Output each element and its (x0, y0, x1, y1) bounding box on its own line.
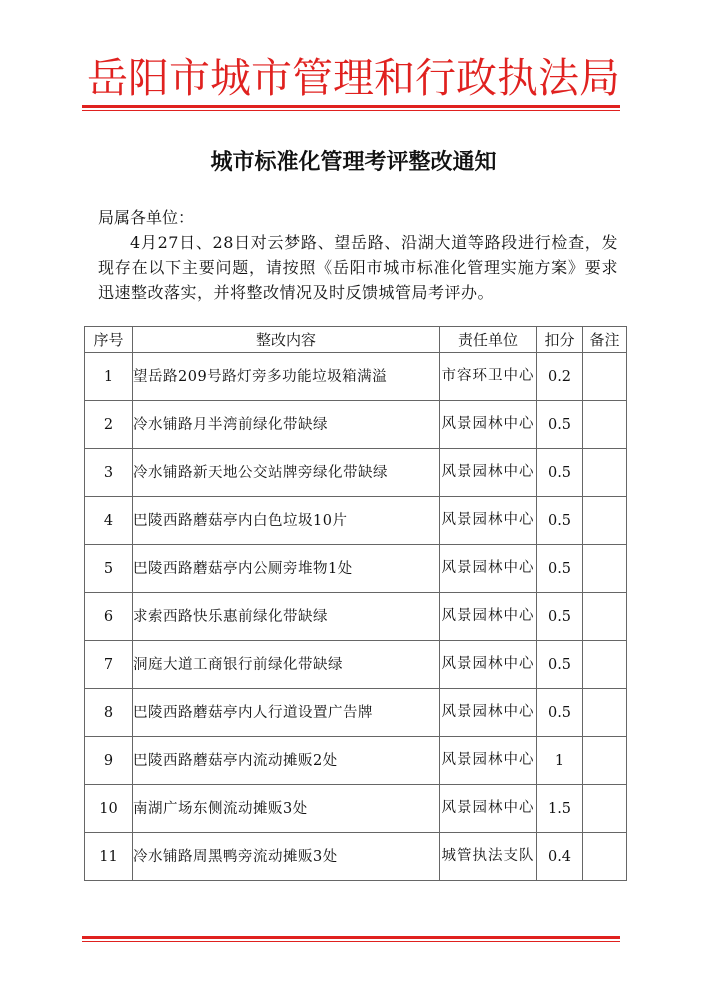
cell-unit: 风景园林中心 (440, 641, 537, 689)
cell-content: 求索西路快乐惠前绿化带缺绿 (133, 593, 440, 641)
cell-unit: 风景园林中心 (440, 545, 537, 593)
cell-unit: 城管执法支队 (440, 833, 537, 881)
cell-remark (583, 785, 627, 833)
table-row (85, 689, 627, 737)
notice-body: 4月27日、28日对云梦路、望岳路、沿湖大道等路段进行检查，发现存在以下主要问题，请按照《岳阳市城市标准化管理实施方案》要求迅速整改落实，并将整改情况及时反馈城管局考评办。 (98, 233, 618, 302)
cell-no: 3 (85, 449, 133, 497)
table-row (85, 545, 627, 593)
col-header-no: 序号 (85, 327, 133, 353)
cell-unit: 风景园林中心 (440, 401, 537, 449)
cell-content: 南湖广场东侧流动摊贩3处 (133, 785, 440, 833)
cell-deduct: 0.5 (537, 641, 583, 689)
cell-deduct: 0.5 (537, 545, 583, 593)
cell-no: 4 (85, 497, 133, 545)
table-row (85, 449, 627, 497)
cell-remark (583, 737, 627, 785)
cell-remark (583, 593, 627, 641)
cell-no: 1 (85, 353, 133, 401)
table-header-row (85, 327, 627, 353)
table-row (85, 833, 627, 881)
cell-no: 9 (85, 737, 133, 785)
cell-deduct: 0.4 (537, 833, 583, 881)
cell-remark (583, 401, 627, 449)
cell-content: 望岳路209号路灯旁多功能垃圾箱满溢 (133, 353, 440, 401)
col-header-remark: 备注 (583, 327, 627, 353)
col-header-content: 整改内容 (133, 327, 440, 353)
cell-deduct: 0.2 (537, 353, 583, 401)
letterhead-rule-thin (82, 110, 620, 111)
cell-no: 2 (85, 401, 133, 449)
table-row (85, 737, 627, 785)
cell-unit: 风景园林中心 (440, 785, 537, 833)
table-row (85, 353, 627, 401)
cell-deduct: 0.5 (537, 689, 583, 737)
org-letterhead-title: 岳阳市城市管理和行政执法局 (87, 54, 620, 102)
cell-no: 5 (85, 545, 133, 593)
table-row (85, 785, 627, 833)
cell-content: 巴陵西路蘑菇亭内流动摊贩2处 (133, 737, 440, 785)
cell-deduct: 1 (537, 737, 583, 785)
col-header-unit: 责任单位 (440, 327, 537, 353)
table-row (85, 497, 627, 545)
cell-deduct: 0.5 (537, 593, 583, 641)
cell-content: 洞庭大道工商银行前绿化带缺绿 (133, 641, 440, 689)
salutation: 局属各单位： (98, 208, 195, 227)
cell-no: 11 (85, 833, 133, 881)
cell-unit: 风景园林中心 (440, 497, 537, 545)
cell-remark (583, 497, 627, 545)
rectification-table (84, 326, 627, 881)
cell-deduct: 0.5 (537, 497, 583, 545)
footer-rule-thin (82, 941, 620, 942)
cell-no: 8 (85, 689, 133, 737)
notice-title: 城市标准化管理考评整改通知 (210, 150, 497, 175)
cell-content: 冷水铺路新天地公交站牌旁绿化带缺绿 (133, 449, 440, 497)
cell-remark (583, 689, 627, 737)
col-header-deduct: 扣分 (537, 327, 583, 353)
cell-deduct: 0.5 (537, 449, 583, 497)
cell-unit: 风景园林中心 (440, 593, 537, 641)
cell-content: 巴陵西路蘑菇亭内人行道设置广告牌 (133, 689, 440, 737)
letterhead-rule-thick (82, 105, 620, 108)
cell-content: 冷水铺路月半湾前绿化带缺绿 (133, 401, 440, 449)
cell-content: 巴陵西路蘑菇亭内白色垃圾10片 (133, 497, 440, 545)
footer-rule-thick (82, 936, 620, 939)
cell-remark (583, 449, 627, 497)
cell-remark (583, 833, 627, 881)
cell-remark (583, 641, 627, 689)
cell-remark (583, 545, 627, 593)
table-row (85, 401, 627, 449)
cell-no: 7 (85, 641, 133, 689)
cell-remark (583, 353, 627, 401)
cell-content: 巴陵西路蘑菇亭内公厕旁堆物1处 (133, 545, 440, 593)
table-row (85, 593, 627, 641)
cell-no: 10 (85, 785, 133, 833)
cell-unit: 风景园林中心 (440, 689, 537, 737)
cell-deduct: 0.5 (537, 401, 583, 449)
cell-no: 6 (85, 593, 133, 641)
cell-unit: 市容环卫中心 (440, 353, 537, 401)
cell-content: 冷水铺路周黑鸭旁流动摊贩3处 (133, 833, 440, 881)
cell-deduct: 1.5 (537, 785, 583, 833)
table-row (85, 641, 627, 689)
cell-unit: 风景园林中心 (440, 737, 537, 785)
cell-unit: 风景园林中心 (440, 449, 537, 497)
